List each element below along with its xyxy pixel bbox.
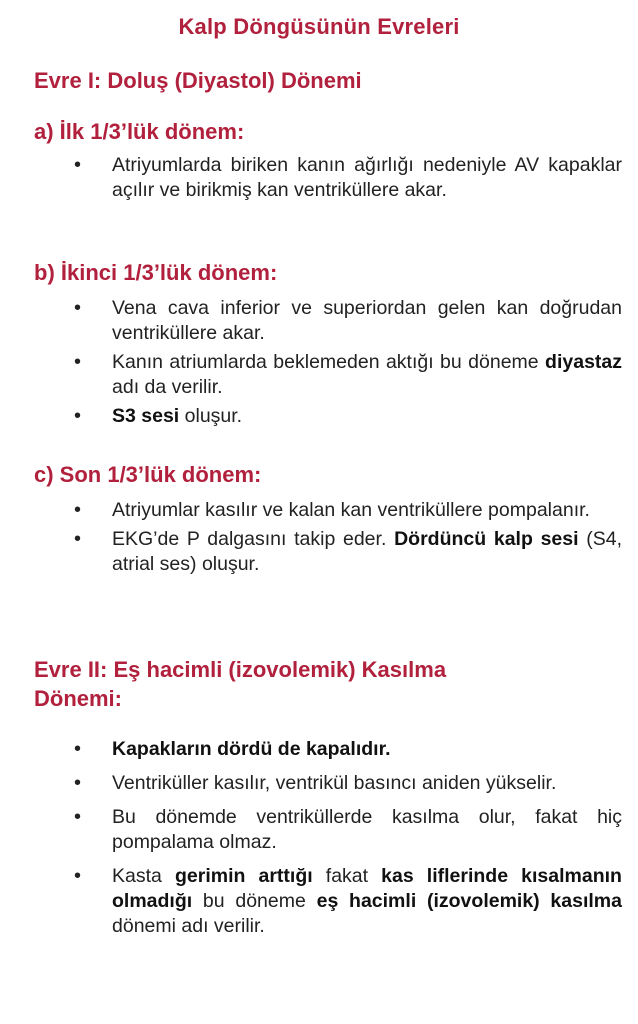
list-item	[70, 498, 622, 523]
bullet-icon: •	[74, 738, 82, 760]
list-item-bold: Kapakların dördü de kapalıdır.	[112, 738, 391, 760]
phase1-a-heading: a) İlk 1/3’lük dönem:	[34, 119, 245, 144]
phase2-heading-line2: Dönemi:	[34, 686, 122, 711]
bullet-icon: •	[74, 405, 82, 427]
bullet-icon: •	[74, 772, 82, 794]
bullet-icon: •	[74, 351, 82, 373]
list-item-text-mid: fakat	[312, 865, 382, 887]
phase2-heading-line1: Evre II: Eş hacimli (izovolemik) Kasılma	[34, 657, 447, 682]
list-item	[70, 737, 622, 762]
list-item-bold: eş hacimli (izovolemik) kasılma	[316, 890, 622, 912]
list-item-text: Ventriküller kasılır, ventrikül basıncı aniden yükselir.	[112, 772, 557, 794]
list-item	[70, 350, 622, 400]
list-item-bold: Dördüncü kalp sesi	[394, 528, 579, 550]
phase1-b-list	[70, 296, 622, 433]
phase2-heading	[34, 655, 614, 713]
bullet-icon: •	[74, 154, 82, 176]
list-item	[70, 771, 622, 796]
bullet-icon: •	[74, 806, 82, 828]
list-item-text-post: (S4, atrial ses) oluşur.	[112, 528, 622, 575]
list-item-text-post: oluşur.	[179, 405, 243, 427]
list-item	[70, 805, 622, 855]
list-item-text-pre: EKG’de P dalgasını takip eder.	[112, 528, 395, 550]
bullet-icon: •	[74, 297, 82, 319]
page-title: Kalp Döngüsünün Evreleri	[178, 14, 460, 39]
list-item	[70, 527, 622, 577]
list-item-text: Vena cava inferior ve superiordan gelen kan doğrudan ventriküllere akar.	[112, 297, 622, 344]
list-item-text: Atriyumlarda biriken kanın ağırlığı nedeniyle AV kapaklar açılır ve birikmiş kan ventriküllere akar.	[112, 154, 622, 201]
list-item-text-mid: bu döneme	[192, 890, 317, 912]
bullet-icon: •	[74, 528, 82, 550]
list-item-bold: S3 sesi	[112, 405, 180, 427]
list-item	[70, 153, 622, 203]
phase2-list	[70, 737, 622, 948]
list-item	[70, 404, 622, 429]
list-item	[70, 296, 622, 346]
phase1-a-list	[70, 153, 622, 203]
list-item-text-pre: Kanın atriumlarda beklemeden aktığı bu döneme	[112, 351, 546, 373]
bullet-icon: •	[74, 499, 82, 521]
phase1-c-heading: c) Son 1/3’lük dönem:	[34, 462, 262, 487]
list-item-text-post: adı da verilir.	[112, 376, 223, 398]
phase1-c-list	[70, 498, 622, 581]
bullet-icon: •	[74, 865, 82, 887]
list-item-text: Atriyumlar kasılır ve kalan kan ventriküllere pompalanır.	[112, 499, 590, 521]
list-item-text-post: dönemi adı verilir.	[112, 915, 265, 937]
list-item-bold: diyastaz	[545, 351, 622, 373]
phase1-heading: Evre I: Doluş (Diyastol) Dönemi	[34, 68, 362, 93]
list-item-bold: gerimin arttığı	[174, 865, 313, 887]
list-item-text-pre: Kasta	[112, 865, 175, 887]
list-item	[70, 864, 622, 939]
list-item-bold: kas liflerinde kısalmanın olmadığı	[112, 865, 622, 912]
list-item-text: Bu dönemde ventriküllerde kasılma olur, fakat hiç pompalama olmaz.	[112, 806, 622, 853]
phase1-b-heading: b) İkinci 1/3’lük dönem:	[34, 260, 278, 285]
